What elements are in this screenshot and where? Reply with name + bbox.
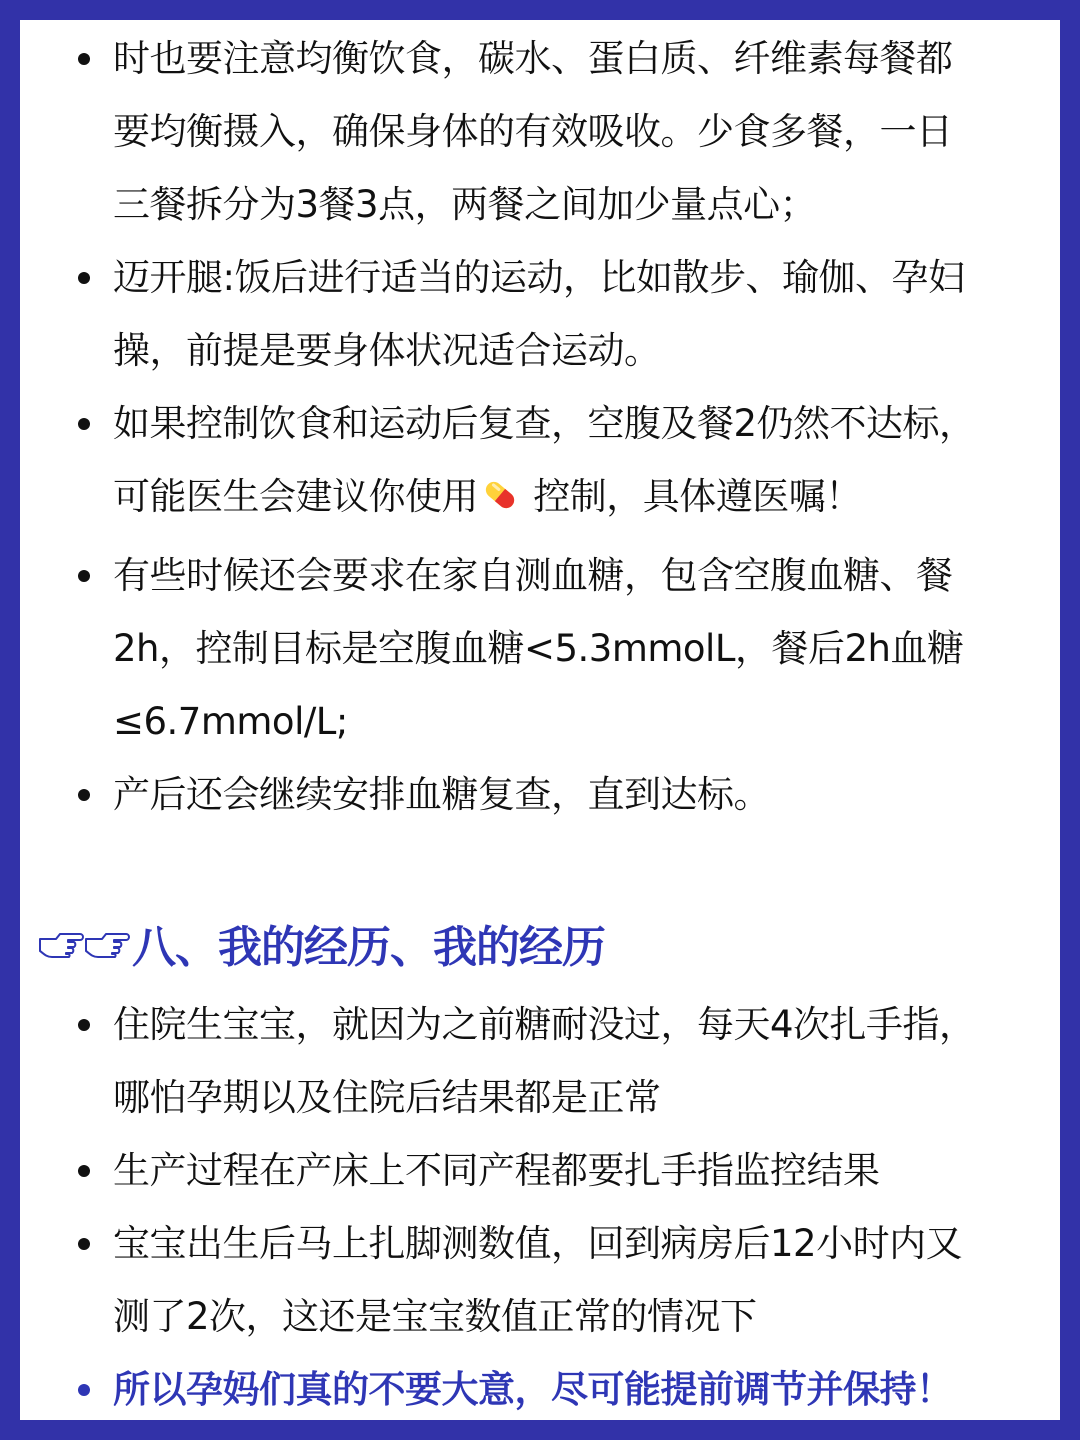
bullet-dot xyxy=(78,53,90,65)
item-line: 生产过程在产床上不同产程都要扎手指监控结果 xyxy=(113,1149,880,1192)
bullet-dot xyxy=(78,1384,90,1396)
section-heading xyxy=(38,908,605,978)
pill-icon xyxy=(480,466,520,539)
bullet-dot xyxy=(78,272,90,284)
list-item xyxy=(20,387,1060,539)
bullet-dot xyxy=(78,1238,90,1250)
item-line: 迈开腿:饭后进行适当的运动，比如散步、瑜伽、孕妇 xyxy=(113,256,965,299)
list-item xyxy=(20,539,1060,758)
bullet-dot xyxy=(78,1019,90,1031)
list-item xyxy=(20,988,1060,1134)
content-card xyxy=(20,20,1060,1420)
pointing-hand-icon xyxy=(84,928,130,958)
item-line: 产后还会继续安排血糖复查，直到达标。 xyxy=(113,773,770,816)
bullet-dot xyxy=(78,1165,90,1177)
list-item xyxy=(20,1134,1060,1207)
experience-list xyxy=(20,988,1060,1420)
item-line xyxy=(113,460,1060,539)
item-line: 操，前提是要身体状况适合运动。 xyxy=(113,329,661,372)
tips-list xyxy=(20,22,1060,831)
item-line: 哪怕孕期以及住院后结果都是正常 xyxy=(113,1076,661,1119)
item-line: 三餐拆分为3餐3点，两餐之间加少量点心； xyxy=(113,183,817,226)
bullet-dot xyxy=(78,570,90,582)
item-line: 2h，控制目标是空腹血糖<5.3mmolL，餐后2h血糖 xyxy=(113,627,964,670)
list-item xyxy=(20,241,1060,387)
item-line: 所以孕妈们真的不要大意，尽可能提前调节并保持！ xyxy=(113,1368,953,1411)
item-line: 宝宝出生后马上扎脚测数值，回到病房后12小时内又 xyxy=(113,1222,963,1265)
item-line-part: 控制，具体遵医嘱！ xyxy=(522,475,862,518)
emphasis-item xyxy=(20,1353,1060,1420)
bullet-dot xyxy=(78,418,90,430)
list-item xyxy=(20,22,1060,241)
item-line: 如果控制饮食和运动后复查，空腹及餐2仍然不达标， xyxy=(113,402,976,445)
pointing-hand-icon xyxy=(38,928,84,958)
heading-icons xyxy=(38,928,130,958)
list-item xyxy=(20,758,1060,831)
bullet-dot xyxy=(78,789,90,801)
item-line: 有些时候还会要求在家自测血糖，包含空腹血糖、餐 xyxy=(113,554,953,597)
item-line: 时也要注意均衡饮食，碳水、蛋白质、纤维素每餐都 xyxy=(113,37,953,80)
item-line-part: 可能医生会建议你使用 xyxy=(113,475,478,518)
item-line: ≤6.7mmol/L; xyxy=(113,700,348,743)
list-item xyxy=(20,1207,1060,1353)
section-title: 八、我的经历、我的经历 xyxy=(132,922,605,973)
item-line: 测了2次，这还是宝宝数值正常的情况下 xyxy=(113,1295,757,1338)
item-line: 住院生宝宝，就因为之前糖耐没过，每天4次扎手指， xyxy=(113,1003,976,1046)
item-line: 要均衡摄入，确保身体的有效吸收。少食多餐，一日 xyxy=(113,110,953,153)
